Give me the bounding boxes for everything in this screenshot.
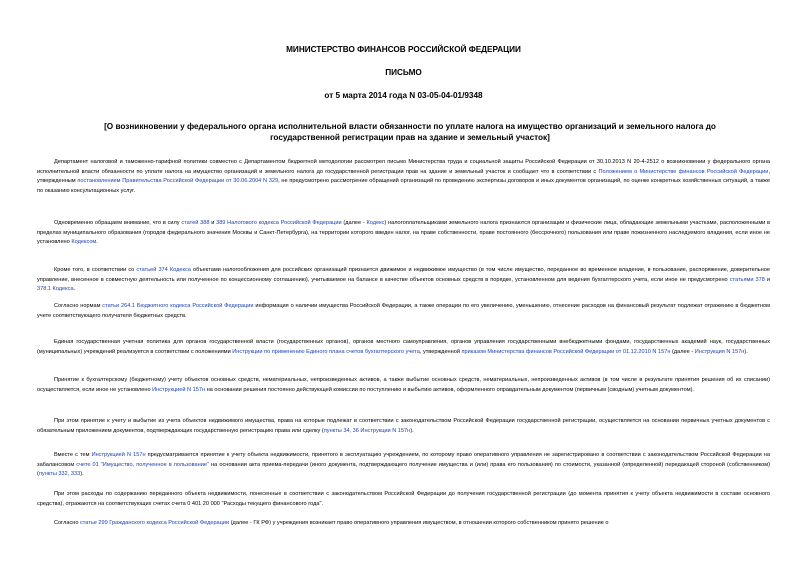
paragraph-7 [37,417,770,436]
link-code[interactable]: Кодексом [71,239,97,246]
text: , утвержденной [419,348,462,355]
text: (далее - [341,220,367,226]
link-instruction-157n[interactable]: Инструкцией N 157н [152,386,206,393]
link-instruction-points-34-36[interactable]: пункты 34, 36 Инструкции N 157н [323,427,411,434]
text: объектами налогообложения для российских организаций признается движимое и недвижимое имущество (в том числе имущество, переданное во временное владение, в пользование, распоряжение, доверительное управление, внесенное в совместную деятельность или полученное по концессионному соглашению), учитываемое на балансе в качестве объектов основных средств в порядке, установленном для ведения бухгалтерского учета, если иное не предусмотрено [37,267,770,283]
link-civil-code-299[interactable]: статье 299 Гражданского кодекса Российской Федерации [80,520,230,526]
paragraph-9 [37,490,770,509]
paragraph-5 [37,338,770,357]
link-accounting-instruction[interactable]: Инструкции по применению Единого плана счетов бухгалтерского учета [232,348,420,355]
document-type: ПИСЬМО [385,68,422,77]
text: Одновременно обращаем внимание, что в силу [54,220,182,226]
link-minfin-order[interactable]: приказом Министерства финансов Российской Федерации от 01.12.2010 N 157н [461,348,671,355]
document-title: [О возникновении у федерального органа исполнительной власти обязанности по уплате налога на имущество организаций и земельного налога до государственной регистрации прав на здание и земельный участок] [104,122,716,142]
text: Департамент налоговой и таможенно-тарифной политики совместно с Департаментом бюджетной методологии рассмотрел письмо Министерства труда и социальной защиты Российской Федерации от 30.10.2013 N 20-4-2512 о возникновении у федерального органа исполнительной власти обязанности по уплате налога на имущество организаций и земельного налога до государственной регистрации прав на здание и земельный участок и сообщает что в соответствии с [37,159,770,175]
text: Согласно [54,520,80,526]
text: Кроме того, в соответствии со [54,267,137,273]
link-account-01[interactable]: счете 01 "Имущество, полученное в пользование" [76,461,209,468]
link-budget-code-264-1[interactable]: статьи 264.1 Бюджетного кодекса Российской Федерации [102,303,254,309]
link-points-332-333[interactable]: пункты 332, 333 [38,471,81,478]
text: (далее - ГК РФ) у учреждения возникает право оперативного управления имуществом, в отношении которого собственником принято решение о [229,520,609,526]
link-article-378[interactable]: статьями 378 [729,276,765,283]
link-code[interactable]: Кодекс [366,220,385,226]
link-instruction-157n[interactable]: Инструкцией N 157н [91,452,146,458]
text: , не предусмотрено рассмотрение обращений организаций по проведению экспертизы договоров и иных документов организаций, по оценке конкретных хозяйственных ситуаций, а также по оказанию консультационных услуг. [37,178,770,194]
link-instruction-157n[interactable]: Инструкция N 157н [694,348,745,355]
paragraph-4 [37,302,770,321]
text: на основании решения постоянно действующей комиссии по поступлению и выбытию активов, оформленного оправдательным документом (первичным (сводным) учетным документом). [205,386,694,393]
text: ). [80,471,84,478]
text: и [209,220,217,226]
text: При этом расходы по содержанию переданного объекта недвижимости, понесенные в соответствии с законодательством Российской Федерации до получения государственной регистрации (до момента принятия к учету объекта недвижимости в составе основного средства), отражаются на соответствующих счетах счета 0 401 20 000 "Расходы текущего финансового года". [37,491,770,507]
paragraph-1 [37,158,770,196]
text: Согласно нормам [54,303,103,309]
paragraph-3 [37,266,770,295]
document-date-number: от 5 марта 2014 года N 03-05-04-01/9348 [324,91,483,100]
ministry-header: МИНИСТЕРСТВО ФИНАНСОВ РОССИЙСКОЙ ФЕДЕРАЦИИ [286,45,521,54]
text: ). [744,348,748,355]
text: информация о наличии имущества Российской Федерации, а также операции по его увеличению, уменьшению, отнесение расходов на финансовый результат подлежат отражению в бюджетном учете соответствующего получателя бюджетных средств. [37,303,770,319]
text: , утвержденным [37,168,770,185]
paragraph-2 [37,219,770,248]
link-article-378-1[interactable]: 378.1 Кодекса [37,286,74,293]
paragraph-8 [37,451,770,480]
paragraph-10 [37,519,770,529]
link-government-resolution[interactable]: постановлением Правительства Российской Федерации от 30.06.2004 N 329 [77,178,279,185]
text: При этом принятие к учету и выбытие из учета объектов недвижимого имущества, права на которые подлежат в соответствии с законодательством Российской Федерации государственной регистрации, осуществляется на основании первичных учетных документов с обязательным приложением документов, подтверждающих государственную регистрацию права или сделку ( [37,418,770,434]
text: . [73,286,76,293]
link-article-388[interactable]: статей 388 [181,220,210,226]
paragraph-6 [37,376,770,395]
text: ). [410,427,414,434]
text: . [96,239,98,246]
text: Единая государственная учетная политика для органов государственной власти (государственных органов), органов местного самоуправления, органов управления государственными внебюджетными фондами, государственных академий наук, государственных (муниципальных) учреждений реализуется в соответствии с положениями [37,339,770,355]
text: ) налогоплательщиками земельного налога признаются организации и физические лица, обладающие земельными участками, расположенными в пределах муниципального образования (городов федерального значения Москвы и Санкт-Петербурга), на территории которого введен налог, на праве собственности, праве постоянного (бессрочного) пользования или праве пожизненного наследуемого владения, если иное не установлено [37,220,771,246]
text: и [764,276,770,283]
text: Вместе с тем [54,452,92,458]
link-article-374[interactable]: статьей 374 Кодекса [136,267,191,273]
text: на основании акта приема-передачи (иного документа, подтверждающего получение имущества и (или) права его пользования) по стоимости, указанной (определенной) передающей стороной (собственником) ( [37,461,770,478]
text: (далее - [670,348,695,355]
text: Принятие к бухгалтерскому (бюджетному) учету объектов основных средств, нематериальных, непроизведенных активов, а также выбытие основных средств, нематериальных, непроизведенных активов (в том числе в результате принятия решения об их списании) осуществляется, если иное не установлено [37,377,770,393]
link-minfin-regulation[interactable]: Положением о Министерстве финансов Российской Федерации [598,168,769,175]
text: предусматривается принятие к учету объекта недвижимости, принятого в эксплуатацию учреждением, по которому право оперативного управления не зарегистрировано в соответствии с законодательством Российской Федерации на забалансовом [37,452,770,468]
link-article-389-tax-code[interactable]: 389 Налогового кодекса Российской Федерации [216,220,342,226]
